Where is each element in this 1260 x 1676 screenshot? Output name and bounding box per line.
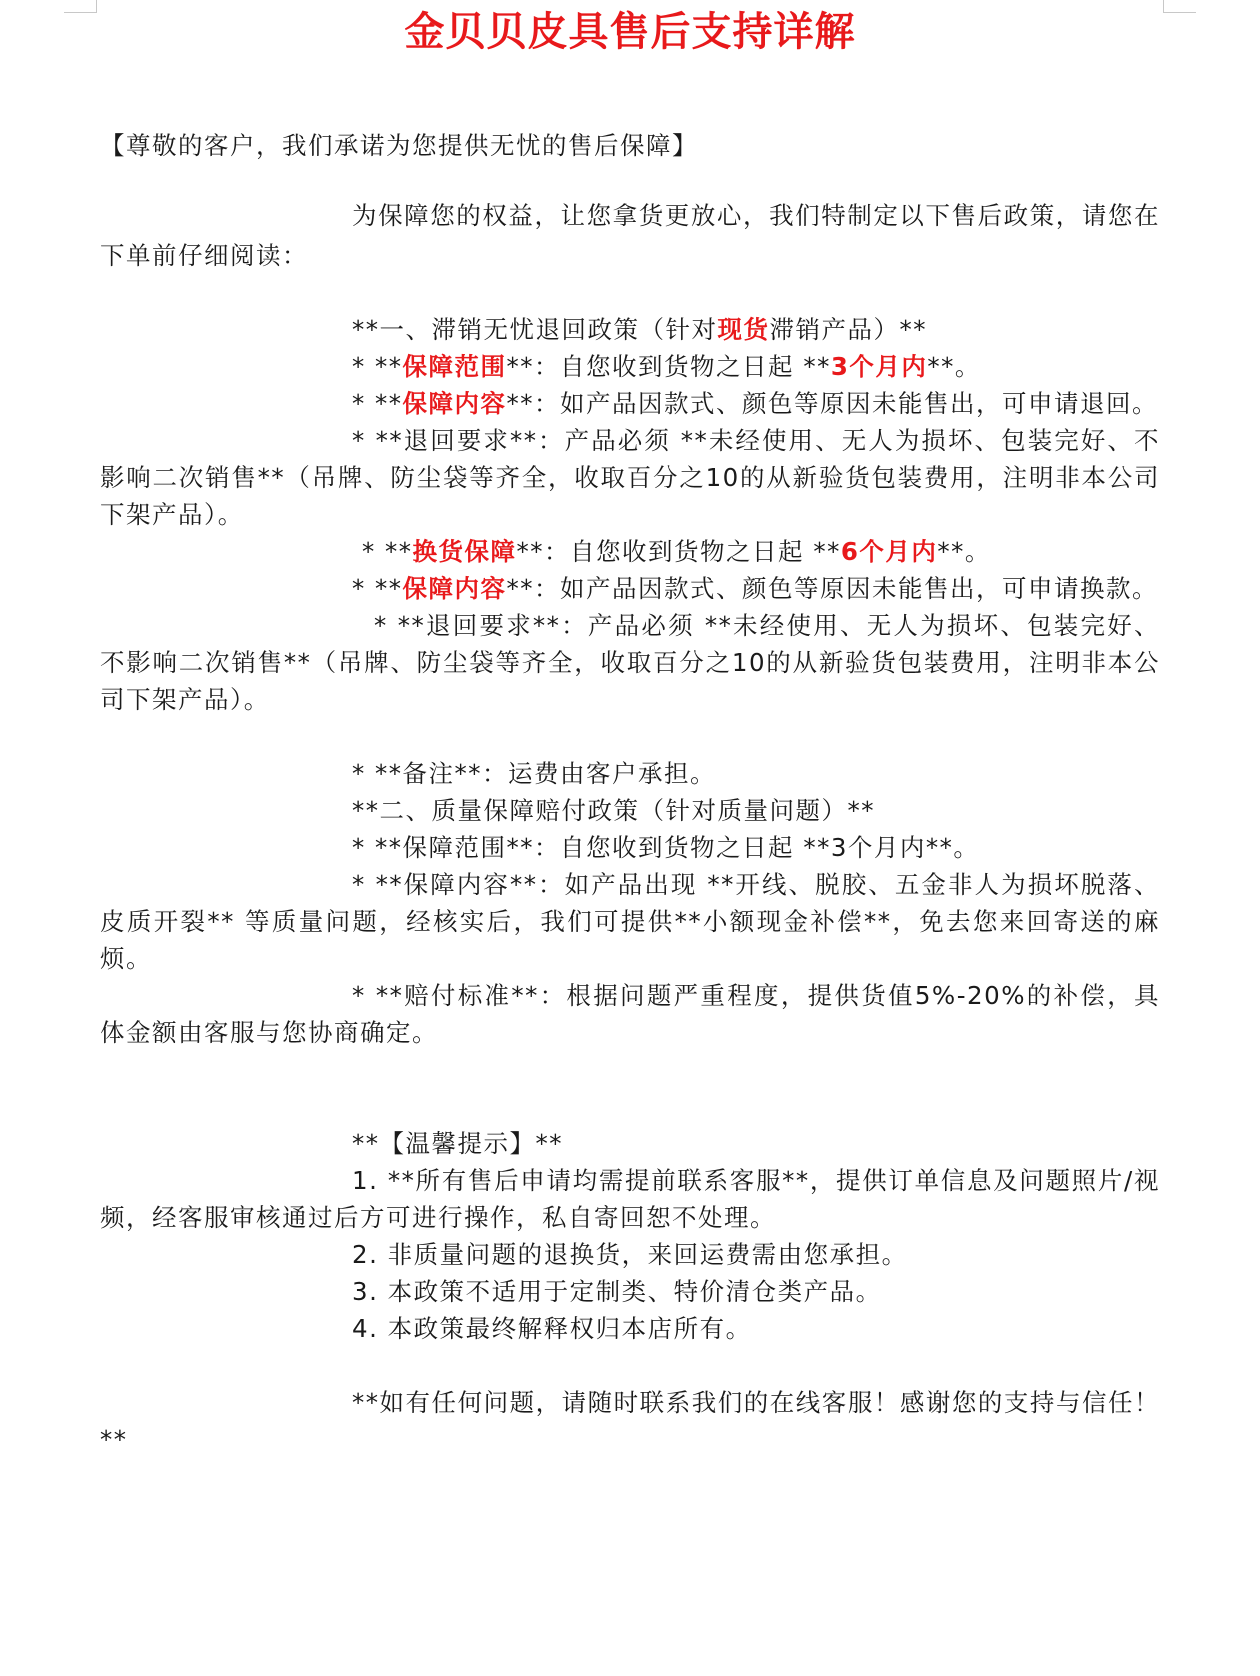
section1-content-2: * **保障内容**：如产品因款式、颜色等原因未能售出，可申请换款。 (352, 574, 1159, 603)
tips-item-1: 1. **所有售后申请均需提前联系客服**，提供订单信息及问题照片/视频，经客服审核通过后方可进行操作，私自寄回恕不处理。 (100, 1166, 1160, 1232)
section2-standard: * **赔付标准**：根据问题严重程度，提供货值5%-20%的补偿，具体金额由客服与您协商确定。 (100, 981, 1160, 1047)
section1-return-requirement-2: * **退回要求**：产品必须 **未经使用、无人为损坏、包装完好、不影响二次销售**（吊牌、防尘袋等齐全，收取百分之10的从新验货包装费用，注明非本公司下架产品）。 (100, 611, 1160, 714)
section1-scope: * **保障范围**：自您收到货物之日起 **3个月内**。 (352, 352, 981, 381)
section1-exchange: * **换货保障**：自您收到货物之日起 **6个月内**。 (362, 537, 991, 566)
section1-return-requirement: * **退回要求**：产品必须 **未经使用、无人为损坏、包装完好、不影响二次销售**（吊牌、防尘袋等齐全，收取百分之10的从新验货包装费用，注明非本公司下架产品）。 (100, 426, 1160, 529)
tips-item-2: 2. 非质量问题的退换货，来回运费需由您承担。 (352, 1240, 908, 1269)
document-title: 金贝贝皮具售后支持详解 (404, 9, 856, 55)
tips-item-4: 4. 本政策最终解释权归本店所有。 (352, 1314, 752, 1343)
section1-content: * **保障内容**：如产品因款式、颜色等原因未能售出，可申请退回。 (352, 389, 1159, 418)
tips-item-3: 3. 本政策不适用于定制类、特价清仓类产品。 (352, 1277, 882, 1306)
section2-scope: * **保障范围**：自您收到货物之日起 **3个月内**。 (352, 833, 980, 862)
tips-heading: **【温馨提示】** (352, 1129, 563, 1158)
section2-heading: **二、质量保障赔付政策（针对质量问题）** (352, 796, 875, 825)
section1-note: * **备注**：运费由客户承担。 (352, 759, 717, 788)
intro-text: 为保障您的权益，让您拿货更放心，我们特制定以下售后政策，请您在下单前仔细阅读： (100, 201, 1160, 270)
intro-heading: 【尊敬的客户，我们承诺为您提供无忧的售后保障】 (100, 131, 698, 160)
section2-content: * **保障内容**：如产品出现 **开线、脱胶、五金非人为损坏脱落、皮质开裂** 等质量问题，经核实后，我们可提供**小额现金补偿**，免去您来回寄送的麻烦。 (100, 870, 1160, 973)
section1-heading: **一、滞销无忧退回政策（针对现货滞销产品）** (352, 315, 927, 344)
document-body (100, 126, 1160, 1458)
closing-note: **如有任何问题，请随时联系我们的在线客服！感谢您的支持与信任！** (100, 1388, 1160, 1454)
